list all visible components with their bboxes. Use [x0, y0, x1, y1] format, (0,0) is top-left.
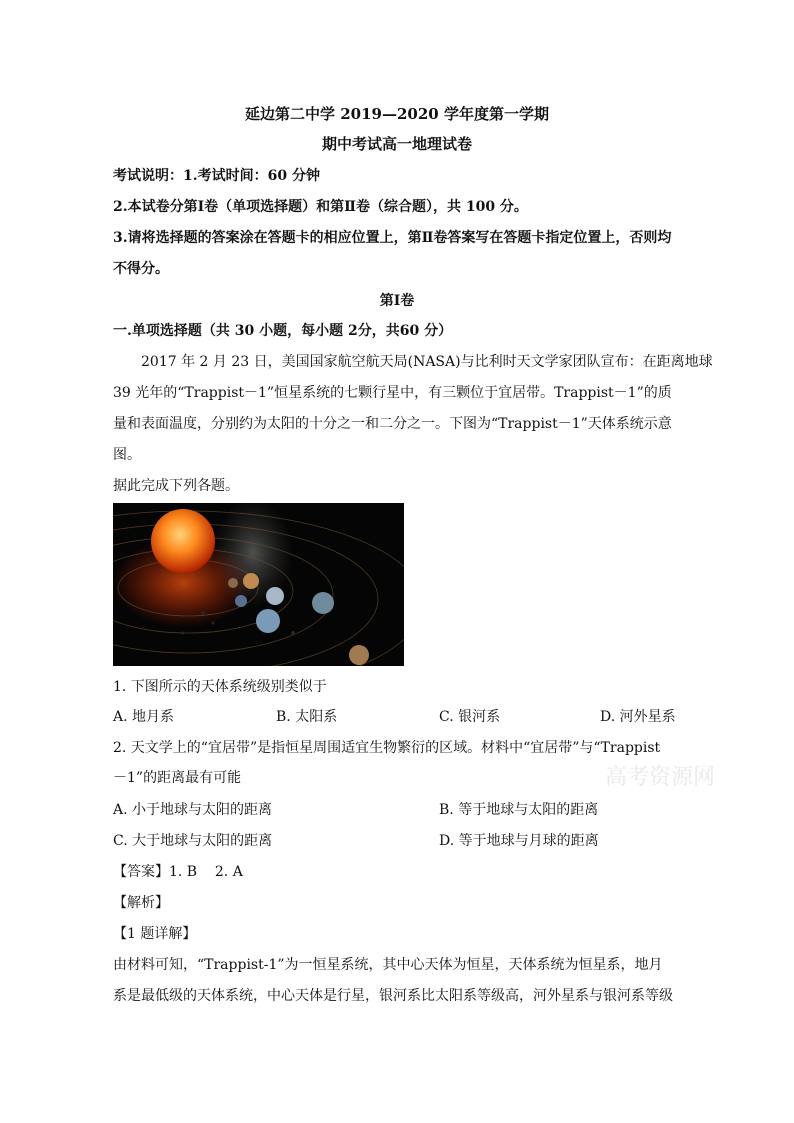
passage-line-1: 2017 年 2 月 23 日，美国国家航空航天局(NASA)与比利时天文学家团队宣布：在距离地球 [141, 354, 713, 370]
answer-text: 【答案】1. B 2. A [113, 864, 243, 880]
q2-option-c: C. 大于地球与太阳的距离 [113, 833, 273, 849]
exam-subtitle: 期中考试高一地理试卷 [321, 135, 472, 153]
q1-option-d: D. 河外星系 [600, 709, 676, 725]
detail-line-1: 由材料可知，“Trappist-1”为一恒星系统，其中心天体为恒星，天体系统为恒星系，地月 [113, 957, 663, 973]
instruction-2: 2.本试卷分第Ⅰ卷（单项选择题）和第Ⅱ卷（综合题），共 100 分。 [113, 199, 528, 215]
q1-option-b: B. 太阳系 [276, 709, 338, 725]
volume-title: 第Ⅰ卷 [379, 293, 415, 309]
q2-option-d: D. 等于地球与月球的距离 [439, 833, 599, 849]
passage-line-4: 图。 [113, 447, 141, 463]
section-title: 一.单项选择题（共 30 小题，每小题 2分，共60 分） [113, 323, 453, 339]
passage-line-2: 39 光年的“Trappist－1”恒星系统的七颗行星中，有三颗位于宜居带。Trappist－1”的质 [113, 385, 672, 401]
q2-option-a: A. 小于地球与太阳的距离 [113, 802, 273, 818]
passage-line-3: 量和表面温度，分别约为太阳的十分之一和二分之一。下图为“Trappist－1”天体系统示意 [113, 416, 672, 432]
prompt-text: 据此完成下列各题。 [113, 478, 239, 494]
q2-stem-line-2: －1”的距离最有可能 [113, 770, 242, 786]
trappist-system-image [113, 503, 404, 666]
q2-option-b: B. 等于地球与太阳的距离 [439, 802, 599, 818]
exam-title: 延边第二中学 2019—2020 学年度第一学期 [245, 105, 549, 123]
instruction-1: 考试说明：1.考试时间：60 分钟 [113, 168, 320, 184]
q2-stem-line-1: 2. 天文学上的“宜居带”是指恒星周围适宜生物繁衍的区域。材料中“宜居带”与“Trappist [113, 740, 661, 756]
analysis-label: 【解析】 [113, 895, 169, 911]
instruction-3-cont: 不得分。 [113, 261, 169, 277]
watermark-text: 高考资源网 [605, 765, 716, 790]
q1-option-c: C. 银河系 [439, 709, 501, 725]
trappist-illustration [113, 503, 404, 666]
detail-label: 【1 题详解】 [113, 926, 197, 942]
detail-line-2: 系是最低级的天体系统，中心天体是行星，银河系比太阳系等级高，河外星系与银河系等级 [113, 988, 673, 1004]
q1-stem: 1. 下图所示的天体系统级别类似于 [113, 679, 327, 695]
instruction-3: 3.请将选择题的答案涂在答题卡的相应位置上，第Ⅱ卷答案写在答题卡指定位置上，否则均 [113, 230, 672, 246]
q1-option-a: A. 地月系 [113, 709, 175, 725]
